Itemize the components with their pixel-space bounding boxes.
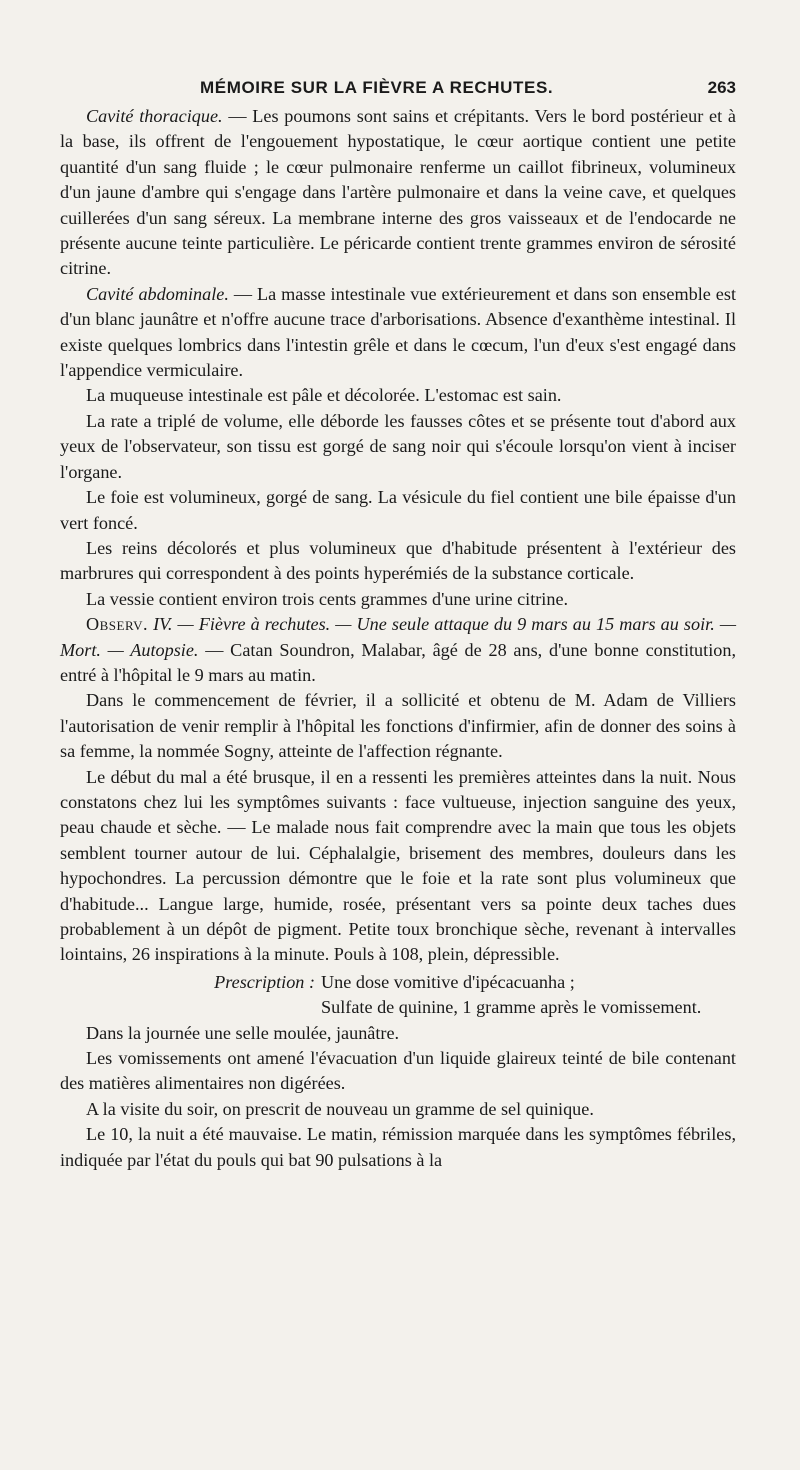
prescription-line: Sulfate de quinine, 1 gramme après le vomissement. — [321, 997, 702, 1018]
paragraph: Dans la journée une selle moulée, jaunâtre. — [86, 1022, 400, 1043]
paragraph: La rate a triplé de volume, elle déborde les fausses côtes et se présente tout d'abord aux yeux de l'observateur, son tissu est gorgé de sang noir qui s'écoule lorsqu'on vient à inciser l'organe. — [60, 410, 736, 482]
paragraph-thoracic — [60, 104, 736, 282]
paragraph: Les reins décolorés et plus volumineux que d'habitude présentent à l'extérieur des marbrures qui correspondent à des points hyperémiés de la substance corticale. — [60, 537, 736, 584]
observation-heading — [60, 612, 736, 688]
observation-text: — Catan Soundron, Malabar, âgé de 28 ans, d'une bonne constitution, entré à l'hôpital le 9 mars au matin. — [60, 639, 736, 685]
paragraph: Le 10, la nuit a été mauvaise. Le matin, rémission marquée dans les symptômes fébriles, indiquée par l'état du pouls qui bat 90 pulsations à la — [60, 1124, 736, 1170]
prescription-label: Prescription : — [214, 971, 315, 992]
paragraph-text: — La masse intestinale vue extérieurement et dans son ensemble est d'un blanc jaunâtre et n'offre aucune trace d'arborisations. Absence d'exanthème intestinal. Il existe quelques lombrics dans l'intestin grêle et dans le cœcum, l'un d'eux s'est engagé dans l'appendice vermiculaire. — [60, 283, 736, 381]
page-body — [60, 104, 736, 1173]
paragraph: La vessie contient environ trois cents grammes d'une urine citrine. — [86, 588, 569, 609]
paragraph: La muqueuse intestinale est pâle et décolorée. L'estomac est sain. — [86, 385, 562, 406]
paragraph: Le foie est volumineux, gorgé de sang. La vésicule du fiel contient une bile épaisse d'un vert foncé. — [60, 487, 736, 533]
paragraph: Dans le commencement de février, il a sollicité et obtenu de M. Adam de Villiers l'autorisation de venir remplir à l'hôpital les fonctions d'infirmier, afin de donner des soins à sa femme, la nommée Sogny, atteinte de l'affection régnante. — [60, 690, 736, 762]
page-number: 263 — [707, 78, 736, 97]
observation-label: Observ. — [86, 614, 149, 635]
section-lead: Cavité thoracique. — [86, 106, 223, 126]
prescription-line: Une dose vomitive d'ipécacuanha ; — [321, 971, 575, 992]
running-head — [60, 78, 736, 98]
paragraph-text: — Les poumons sont sains et crépitants. Vers le bord postérieur et à la base, ils offrent de l'engouement hypostatique, le cœur aortique contient une petite quantité d'un sang fluide ; le cœur pulmonaire renferme un caillot fibrineux, volumineux d'un jaune d'ambre qui s'engage dans l'artère pulmonaire et dans la veine cave, et quelques cuillerées d'un sang séreux. La membrane interne des gros vaisseaux et de l'endocarde ne présente aucune teinte particulière. Le péricarde contient trente grammes environ de sérosité citrine. — [60, 106, 736, 279]
section-lead: Cavité abdominale. — [86, 283, 229, 304]
paragraph: Le début du mal a été brusque, il en a ressenti les premières atteintes dans la nuit. Nous constatons chez lui les symptômes suivants : face vultueuse, injection sanguine des yeux, peau chaude et sèche. — Le malade nous fait comprendre avec la main que tous les objets semblent tourner autour de lui. Céphalalgie, brisement des membres, douleurs dans les hypochondres. La percussion démontre que le foie et la rate sont plus volumineux que d'habitude... Langue large, humide, rosée, présentant vers sa pointe deux taches dues probablement à un dépôt de pigment. Petite toux bronchique sèche, revenant à intervalles lointains, 26 inspirations à la minute. Pouls à 108, plein, dépressible. — [60, 766, 736, 965]
paragraph-abdominal — [60, 282, 736, 384]
paragraph: A la visite du soir, on prescrit de nouveau un gramme de sel quinique. — [86, 1098, 594, 1119]
running-title: MÉMOIRE SUR LA FIÈVRE A RECHUTES. — [200, 78, 554, 97]
observation-title: IV. — Fièvre à rechutes. — Une seule attaque du 9 mars au 15 mars au soir. — Mort. — Autopsie. — [60, 614, 736, 660]
paragraph: Les vomissements ont amené l'évacuation d'un liquide glaireux teinté de bile contenant des matières alimentaires non digérées. — [60, 1048, 736, 1094]
prescription-block — [60, 970, 736, 1021]
